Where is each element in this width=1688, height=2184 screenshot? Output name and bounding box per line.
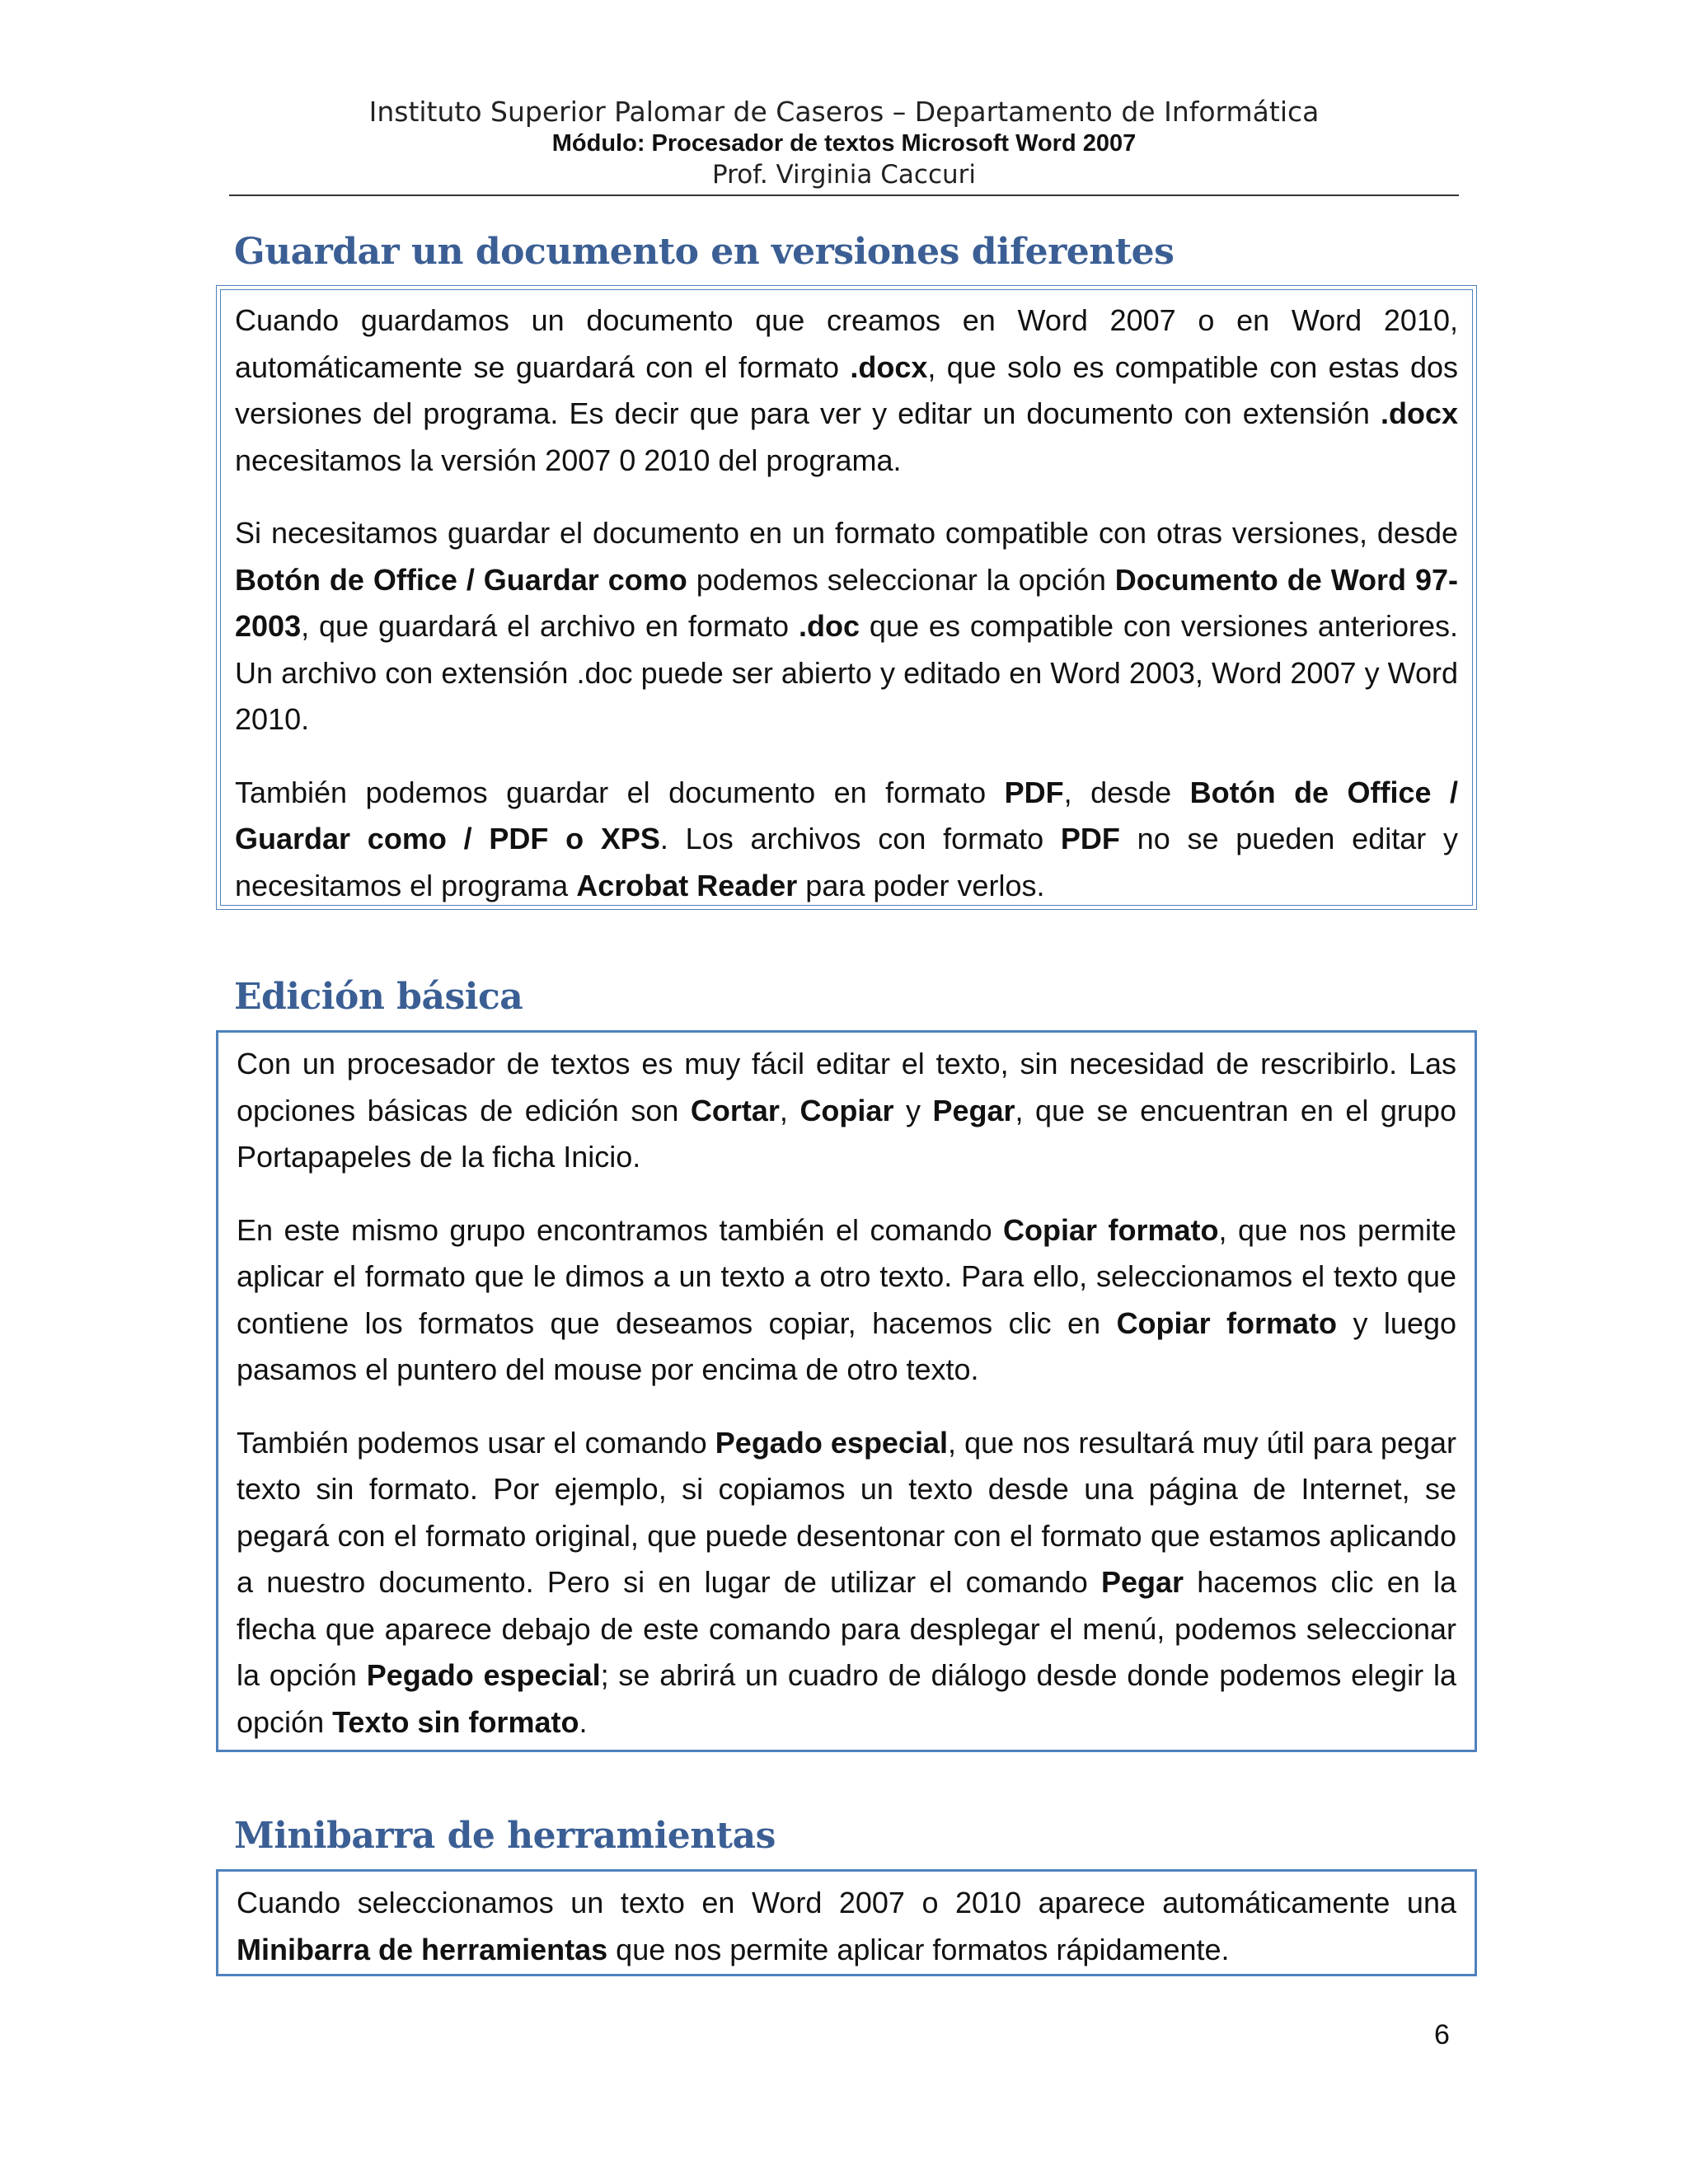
page-number: 6 [1434, 2019, 1450, 2050]
bold-term: Cortar [690, 1093, 780, 1127]
bold-term: Acrobat Reader [576, 868, 798, 902]
paragraph: Con un procesador de textos es muy fácil editar el texto, sin necesidad de rescribirlo. Las opciones básicas de edición son Cortar, Copiar y Pegar, que se encuentran en el grupo Portapapeles de la ficha Inicio. [237, 1047, 1456, 1174]
header-institution: Instituto Superior Palomar de Caseros – Departamento de Informática [368, 96, 1320, 128]
bold-term: Botón de Office / Guardar como [235, 562, 687, 597]
paragraph: En este mismo grupo encontramos también el comando Copiar formato, que nos permite aplicar el formato que le dimos a un texto a otro texto. Para ello, seleccionamos el texto que contiene los formatos que deseamos copiar, hacemos clic en Copiar formato y luego pasamos el puntero del mouse por encima de otro texto. [237, 1212, 1457, 1386]
bold-term: Texto sin formato [332, 1704, 579, 1739]
section-title-edicion: Edición básica [234, 976, 523, 1018]
bold-term: Pegar [932, 1093, 1015, 1127]
page-header [229, 96, 1459, 191]
bold-term: .docx [1380, 396, 1458, 430]
header-professor: Prof. Virginia Caccuri [711, 160, 977, 190]
bold-term: Pegar [1100, 1565, 1184, 1599]
paragraph: También podemos usar el comando Pegado especial, que nos resultará muy útil para pegar texto sin formato. Por ejemplo, si copiamos un texto desde una página de Internet, se pegará con el formato original, que puede desentonar con el formato que estamos aplicando a nuestro documento. Pero si en lugar de utilizar el comando Pegar hacemos clic en la flecha que aparece debajo de este comando para desplegar el menú, podemos seleccionar la opción Pegado especial; se abrirá un cuadro de diálogo desde donde podemos elegir la opción Texto sin formato. [237, 1425, 1457, 1739]
section-title-minibarra: Minibarra de herramientas [234, 1815, 776, 1857]
paragraph: Cuando seleccionamos un texto en Word 2007 o 2010 aparece automáticamente una Minibarra de herramientas que nos permite aplicar formatos rápidamente. [237, 1886, 1456, 1966]
bold-term: Minibarra de herramientas [237, 1932, 608, 1966]
section-title-guardar: Guardar un documento en versiones diferentes [234, 231, 1175, 273]
bold-term: Copiar [799, 1093, 894, 1127]
bold-term: .doc [798, 609, 860, 643]
bold-term: PDF [1060, 822, 1120, 855]
paragraph: Cuando guardamos un documento que creamos en Word 2007 o en Word 2010, automáticamente se guardará con el formato .docx, que solo es compatible con estas dos versiones del programa. Es decir que para ver y editar un documento con extensión .docx necesitamos la versión 2007 0 2010 del programa. [235, 303, 1458, 477]
bold-term: PDF [1004, 775, 1064, 809]
bold-term: Copiar formato [1116, 1305, 1338, 1340]
paragraph: Si necesitamos guardar el documento en un formato compatible con otras versiones, desde Botón de Office / Guardar como podemos seleccionar la opción Documento de Word 97-2003, que guardará el archivo en formato .doc que es compatible con versiones anteriores. Un archivo con extensión .doc puede ser abierto y editado en Word 2003, Word 2007 y Word 2010. [235, 516, 1458, 736]
bold-term: Pegado especial [715, 1425, 949, 1460]
paragraph: También podemos guardar el documento en formato PDF, desde Botón de Office / Guardar como / PDF o XPS. Los archivos con formato PDF no se pueden editar y necesitamos el programa Acrobat Reader para poder verlos. [235, 775, 1459, 902]
section-box-guardar [216, 285, 1477, 910]
bold-term: Documento de Word 97-2003 [235, 562, 1458, 643]
bold-term: Botón de Office / Guardar como / PDF o XPS [235, 775, 1459, 855]
bold-term: .docx [850, 349, 928, 384]
section-box-minibarra [216, 1869, 1477, 1976]
bold-term: Copiar formato [1003, 1212, 1219, 1247]
section-box-edicion [216, 1030, 1477, 1752]
bold-term: Pegado especial [366, 1658, 601, 1692]
header-module: Módulo: Procesador de textos Microsoft Word 2007 [551, 130, 1137, 157]
header-divider [229, 194, 1459, 196]
